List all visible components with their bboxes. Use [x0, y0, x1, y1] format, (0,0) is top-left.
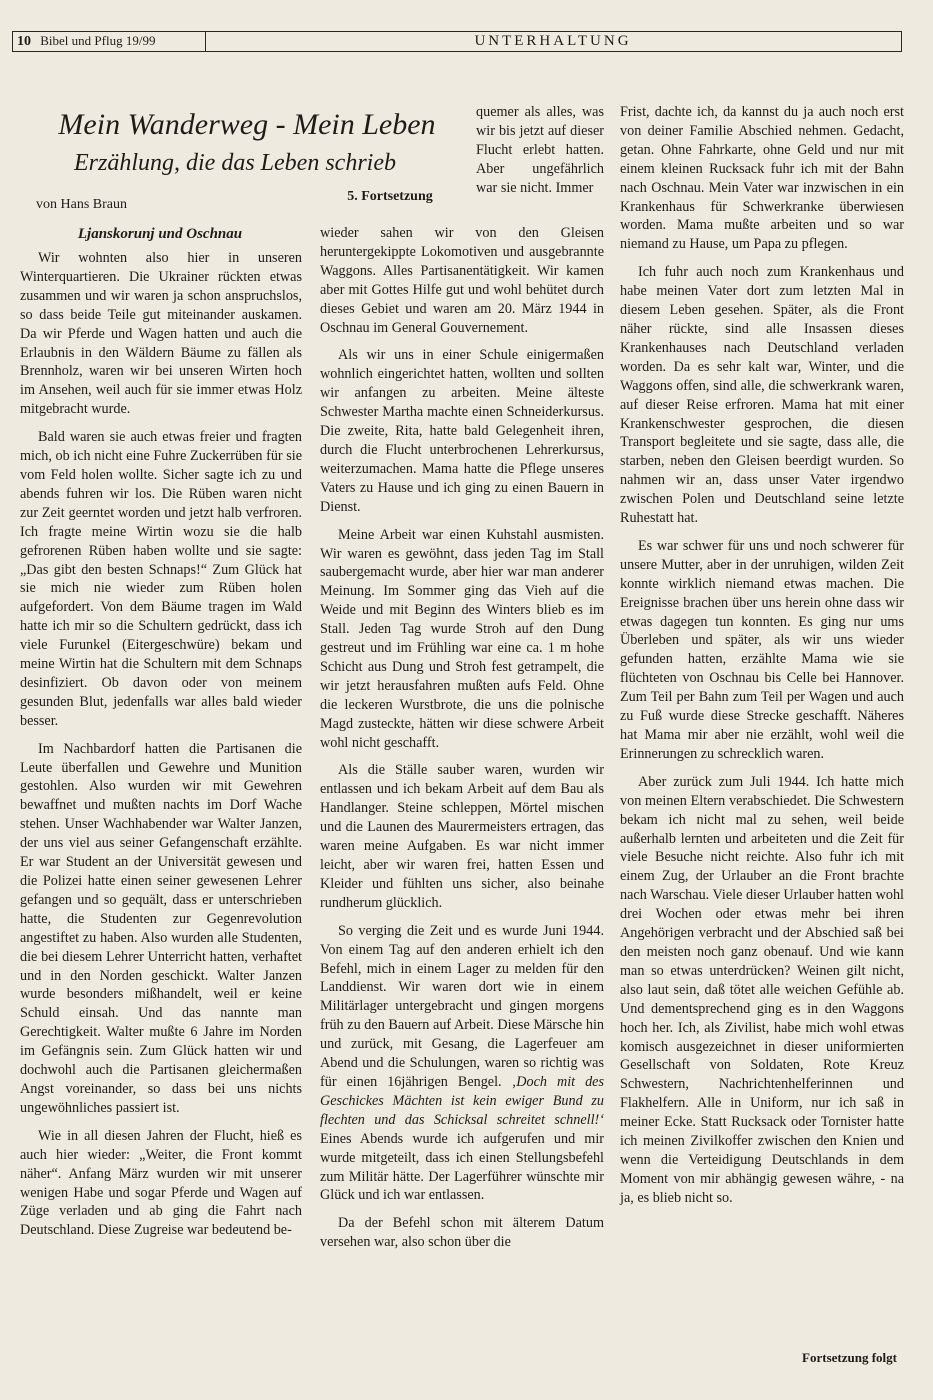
paragraph: Frist, dachte ich, da kannst du ja auch noch erst von deiner Familie Abschied nehmen. Gedacht, getan. Ohne Fahrkarte, ohne Geld und nur mit einem kleinen Rucksack fuhr ich mit der Bahn nach Oschnau. Mein Vater war inzwischen in ein Krankenhaus für Schwerkranke überwiesen worden. Mama mußte arbeiten und so war niemand zu Hause, um Papa zu pflegen.: [620, 104, 904, 253]
column-2-top: [476, 103, 604, 207]
paragraph: wieder sahen wir von den Gleisen heruntergekippte Lokomotiven und ausgebrannte Waggons. Alles Partisanentätigkeit. Wir kamen aber mit Gottes Hilfe gut und wohl behütet durch dieses Gebiet und waren am 20. März 1944 in Oschnau im General Gouvernement.: [320, 225, 604, 336]
page-number: 10: [17, 34, 31, 49]
header-left: [17, 33, 155, 50]
paragraph: Es war schwer für uns und noch schwerer für unsere Mutter, aber in der unruhigen, wilden Zeit konnte wirklich niemand etwas machen. Die Ereignisse brachen über uns herein ohne dass wir etwas dagegen tun konnten. Es ging nur ums Überleben und später, als wir uns wieder gefunden hatten, erzählte Mama wie sie flüchteten von Oschnau bis Celle bei Hannover. Zum Teil per Bahn zum Teil per Wagen und auch zu Fuß wurde diese Strecke geschafft. Näheres hat Mama mir aber nie erzählt, wohl weil die Erinnerungen zu schrecklich waren.: [620, 537, 904, 762]
paragraph: Wir wohnten also hier in unseren Winterquartieren. Die Ukrainer rückten etwas zusammen und wir waren ja schon anspruchslos, so dass beide Teile gut miteinander auskamen. Da wir Pferde und Wagen hatten und auch die Erlaubnis in den Wäldern Bäume zu fällen als Brennholz, waren wir bei unseren Wirten hoch im Ansehen, weil auch für sie immer etwas Holz mitgebracht wurde.: [20, 250, 302, 418]
article-subtitle: Erzählung, die das Leben schrieb: [74, 150, 396, 176]
paragraph: Als wir uns in einer Schule einigermaßen wohnlich eingerichtet hatten, wollten und sollten wir anfangen zu arbeiten. Meine älteste Schwester Martha machte einen Schneiderkursus. Die zweite, Rita, hatte bald Gelegenheit ihren, durch die Flucht unterbrochenen Lehrerkursus, weiterzumachen. Mama hatte die Pflege unseres Vaters zu Hause und ich ging zu einen Bauern in Dienst.: [320, 347, 604, 515]
column-2: [320, 224, 604, 1261]
column-1: [20, 249, 302, 1249]
text-run: Eines Abends wurde ich aufgerufen und mir wurde mitgeteilt, dass ich einen Stellungsbefehl zum Militär hätte. Der Lagerführer wünschte mir Glück und ich war entlassen.: [320, 1130, 604, 1204]
column-3: [620, 103, 904, 1217]
paragraph: Als die Ställe sauber waren, wurden wir entlassen und ich bekam Arbeit auf dem Bau als Handlanger. Steine schleppen, Mörtel mischen und die Launen des Maurermeisters ertragen, das waren meine Aufgaben. Es war nicht immer leicht, aber wir waren frei, hatten Essen und Kleider und fühlten uns sicher, also beinahe rundherum glücklich.: [320, 762, 604, 911]
text-run: So verging die Zeit und es wurde Juni 1944. Von einem Tag auf den anderen erhielt ich den Befehl, mich in einem Lager zu melden für den Landdienst. Wir waren dort wie in einem Militärlager untergebracht und gingen morgens früh zu den Bauern auf Arbeit. Diese Märsche hin und zurück, mit Gesang, die Lagerfeuer am Abend und die Schulungen, waren so richtig was für einen 16jährigen Bengel.: [320, 922, 604, 1090]
article-title: Mein Wanderweg - Mein Leben: [58, 108, 436, 141]
publication-name: Bibel und Pflug 19/99: [40, 33, 156, 48]
paragraph: Aber zurück zum Juli 1944. Ich hatte mich von meinen Eltern verabschiedet. Die Schwestern bekam ich nicht mal zu sehen, weil beide außerhalb lernten und arbeiteten und die Zeit für viele Besuche nicht reichte. Also fuhr ich mit einem Zug, der Urlauber an die Front brachte nach Warschau. Viele dieser Urlauber hatten wohl drei Wochen oder etwas mehr bei ihren Angehörigen verbracht und der Abschied saß bei den meisten noch ganz obenauf. Und wie kann man so etwas unterdrücken? Weinen gilt nicht, also laut sein, daß tötet alle weichen Gefühle ab. Und dementsprechend ging es in den Waggons hoch her. Ich, als Zivilist, habe mich wohl etwas komisch ausgezeichnet in dieser uniformierten Gesellschaft von Soldaten, Rote Kreuz Schwestern, Nachrichtenhelferinnen und Flakhelfern. Alle in Uniform, nur ich saß in meiner Ecke. Statt Rucksack oder Tornister hatte ich meinen Zivilkoffer zwischen den Knien und wenn die Verteidigung Deutschlands in dem Moment von mir abhängig gewesen währe, - na ja, es blieb nicht so.: [620, 773, 904, 1206]
section-subhead: Ljanskorunj und Oschnau: [77, 226, 243, 242]
section-title: UNTERHALTUNG: [474, 33, 632, 49]
quote: ‚Doch mit des Geschickes Mächten ist kein ewiger Bund zu flechten und das Schicksal schreitet schnell!‘: [320, 1073, 605, 1128]
paragraph: Wie in all diesen Jahren der Flucht, hieß es auch hier wieder: „Weiter, die Front kommt näher“. Anfang März wurden wir mit unserer wenigen Habe und sogar Pferde und Wagen auf Züge verladen und ab ging die Fahrt nach Deutschland. Diese Zugreise war bedeutend be-: [20, 1127, 302, 1239]
paragraph: Ich fuhr auch noch zum Krankenhaus und habe meinen Vater dort zum letzten Mal in diesem Leben gesehen. Später, als die Front näher rückte, sind alle Insassen dieses Krankenhauses nach Deutschland verladen worden. Da es sehr kalt war, Winter, und die Waggons offen, sind alle, die schwerkrank waren, auf dieser Reise erfroren. Mama hat mit einer Krankenschwester gesprochen, die diesen Transport begleitete und sie sagte, dass alle, die starben, neben den Gleisen beerdigt wurden. So nahmen wir an, dass unser Vater irgendwo zwischen Polen und Deutschland seine letzte Ruhestatt hat.: [620, 264, 904, 527]
paragraph: Bald waren sie auch etwas freier und fragten mich, ob ich nicht eine Fuhre Zuckerrüben für sie vom Feld holen wollte. Sicher sagte ich zu und abends fuhren wir los. Die Rüben waren nicht zur Zeit geerntet worden und jetzt halb verfroren. Ich fragte meine Wirtin wozu sie die halb gefrorenen Rüben haben wollte und sie sagte: „Das gibt den besten Schnaps!“ Zum Glück hat sie mich nie wieder zum Rüben holen aufgefordert. Von dem Bäume tragen im Wald hatte ich mir so die Schultern gedrückt, dass ich viele Furunkel (Eitergeschwüre) bekam und meine Wirtin hat die Schultern mit dem Schnaps desinfiziert. Ob davon oder von meinem gesunden Blut, jedenfalls war alles bald wieder besser.: [20, 429, 302, 729]
paragraph: Da der Befehl schon mit älterem Datum versehen war, also schon über die: [320, 1215, 604, 1251]
continued-note: Fortsetzung folgt: [802, 1350, 897, 1365]
paragraph: Im Nachbardorf hatten die Partisanen die Leute überfallen und Gewehre und Munition gestohlen. Also wurden wir mit Gewehren bewaffnet und mußten nachts im Dorf Wache stehen. Unser Wachhabender war Walter Janzen, der uns viel aus seiner Gefangenschaft erzählte. Er war Student an der Universität gewesen und die Polizei hatte einen seiner gewesenen Lehrer gefangen und so gequält, dass er unterschrieben hatte, die Studenten zur Gegenrevolution angestiftet zu haben. Also wurden alle Studenten, die bei diesem Lehrer Unterricht hatten, verhaftet und in den Norden geschickt. Walter Janzen wurde besonders mißhandelt, weil er keine Schuld einsah. Und das nannte man Gerechtigkeit. Walter mußte 6 Jahre im Norden im Gefängnis sein. Zum Glück hatten wir und dochwohl auch die Partisanen gleichermaßen Angst voreinander, so dass bei uns nichts ungewöhnliches passiert ist.: [20, 740, 302, 1116]
byline: von Hans Braun: [36, 197, 127, 212]
installment-label: 5. Fortsetzung: [347, 189, 433, 204]
page-header: [12, 31, 902, 52]
paragraph: Meine Arbeit war einen Kuhstahl ausmisten. Wir waren es gewöhnt, dass jeden Tag im Stall saubergemacht wurde, aber hier war man anderer Meinung. Im Sommer ging das Vieh auf die Weide und mit Beginn des Winters blieb es im Stall. Jeden Tag wurde Stroh auf den Dung gestreut und im Frühling war eine ca. 1 m hohe Schicht aus Dung und Stroh fest getrampelt, die wir jetzt herausfahren mußten aufs Feld. Ohne die leckeren Wurstbrote, die uns die polnische Magd zusteckte, hätten wir diese schwere Arbeit wohl nicht geschafft.: [320, 526, 604, 751]
paragraph: [320, 922, 604, 1206]
paragraph: quemer als alles, was wir bis jetzt auf dieser Flucht erlebt hatten. Aber ungefährlich war sie nicht. Immer: [476, 104, 604, 196]
